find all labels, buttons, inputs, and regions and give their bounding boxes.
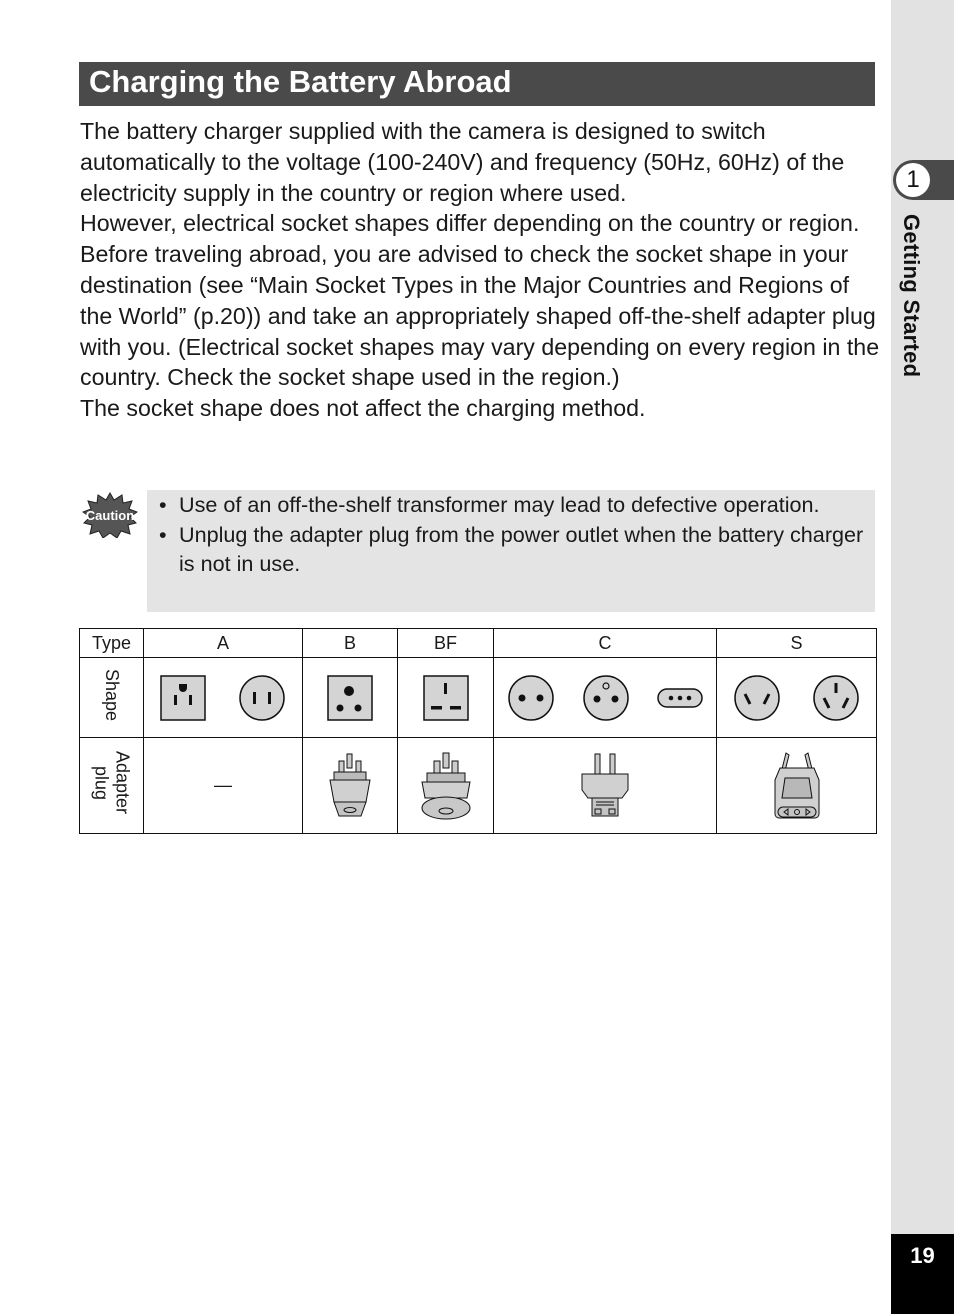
- chapter-number-badge: [893, 160, 954, 200]
- adapter-plug-s-icon: [772, 752, 822, 820]
- paragraph: The socket shape does not affect the charging method.: [80, 395, 646, 422]
- chapter-number: 1: [896, 163, 930, 197]
- type-s-shape-cell: [717, 658, 877, 738]
- socket-c-flat-icon: [657, 687, 703, 709]
- type-s-plug-cell: [717, 738, 877, 834]
- shape-row-label-cell: [80, 658, 144, 738]
- socket-types-table: [79, 628, 877, 834]
- type-s-header: S: [717, 629, 877, 658]
- caution-item: • Use of an off-the-shelf transformer may lead to defective operation.: [159, 490, 869, 520]
- socket-c-earth-icon: [582, 674, 630, 722]
- paragraph: The battery charger supplied with the camera is designed to switch automatically to the voltage (100-240V) and frequency (50Hz, 60Hz) of the electricity supply in the country or region where used.: [80, 118, 845, 206]
- adapter-plug-c-icon: [578, 753, 632, 819]
- socket-s-earth-icon: [812, 674, 860, 722]
- type-c-shape-cell: [494, 658, 717, 738]
- type-b-shape-cell: [303, 658, 398, 738]
- adapter-plug-row: [80, 738, 877, 834]
- plug-row-label-cell: [80, 738, 144, 834]
- socket-bf-icon: [423, 675, 469, 721]
- type-c-plug-cell: [494, 738, 717, 834]
- socket-a-round-icon: [238, 674, 286, 722]
- type-bf-shape-cell: [398, 658, 494, 738]
- socket-b-icon: [327, 675, 373, 721]
- caution-list: [159, 490, 869, 579]
- section-title-bar: [79, 62, 875, 106]
- shape-row: [80, 658, 877, 738]
- type-bf-header: BF: [398, 629, 494, 658]
- socket-a-square-icon: [160, 675, 206, 721]
- chapter-title: Getting Started: [899, 214, 924, 378]
- type-bf-plug-cell: [398, 738, 494, 834]
- shape-row-label: Shape: [102, 668, 122, 722]
- plug-row-label: Adapter plug: [91, 751, 133, 815]
- caution-item: • Unplug the adapter plug from the power outlet when the battery charger is not in use.: [159, 520, 869, 579]
- type-c-header: C: [494, 629, 717, 658]
- caution-icon: [82, 492, 138, 538]
- type-a-shape-cell: [144, 658, 303, 738]
- caution-box: [147, 490, 875, 612]
- type-b-header: B: [303, 629, 398, 658]
- section-title: Charging the Battery Abroad: [89, 64, 512, 99]
- type-a-plug-cell: —: [144, 738, 303, 834]
- type-b-plug-cell: [303, 738, 398, 834]
- type-row: [80, 629, 877, 658]
- paragraph: However, electrical socket shapes differ depending on the country or region. Before traveling abroad, you are advised to check the socket shape in your destination (see “Main Socket Types in the Major Countries and Regions of the World” (p.20)) and take an appropriately shaped off-the-shelf adapter plug with you. (Electrical socket shapes may vary depending on every region in the country. Check the socket shape used in the region.): [80, 210, 880, 391]
- socket-s-icon: [733, 674, 781, 722]
- caution-icon-text: Caution: [85, 508, 135, 523]
- adapter-plug-b-icon: [325, 753, 375, 819]
- adapter-plug-bf-icon: [417, 752, 475, 820]
- body-text: [80, 116, 880, 424]
- type-a-header: A: [144, 629, 303, 658]
- socket-c-round-icon: [507, 674, 555, 722]
- page-number: 19: [891, 1234, 954, 1314]
- type-row-label: Type: [80, 629, 144, 658]
